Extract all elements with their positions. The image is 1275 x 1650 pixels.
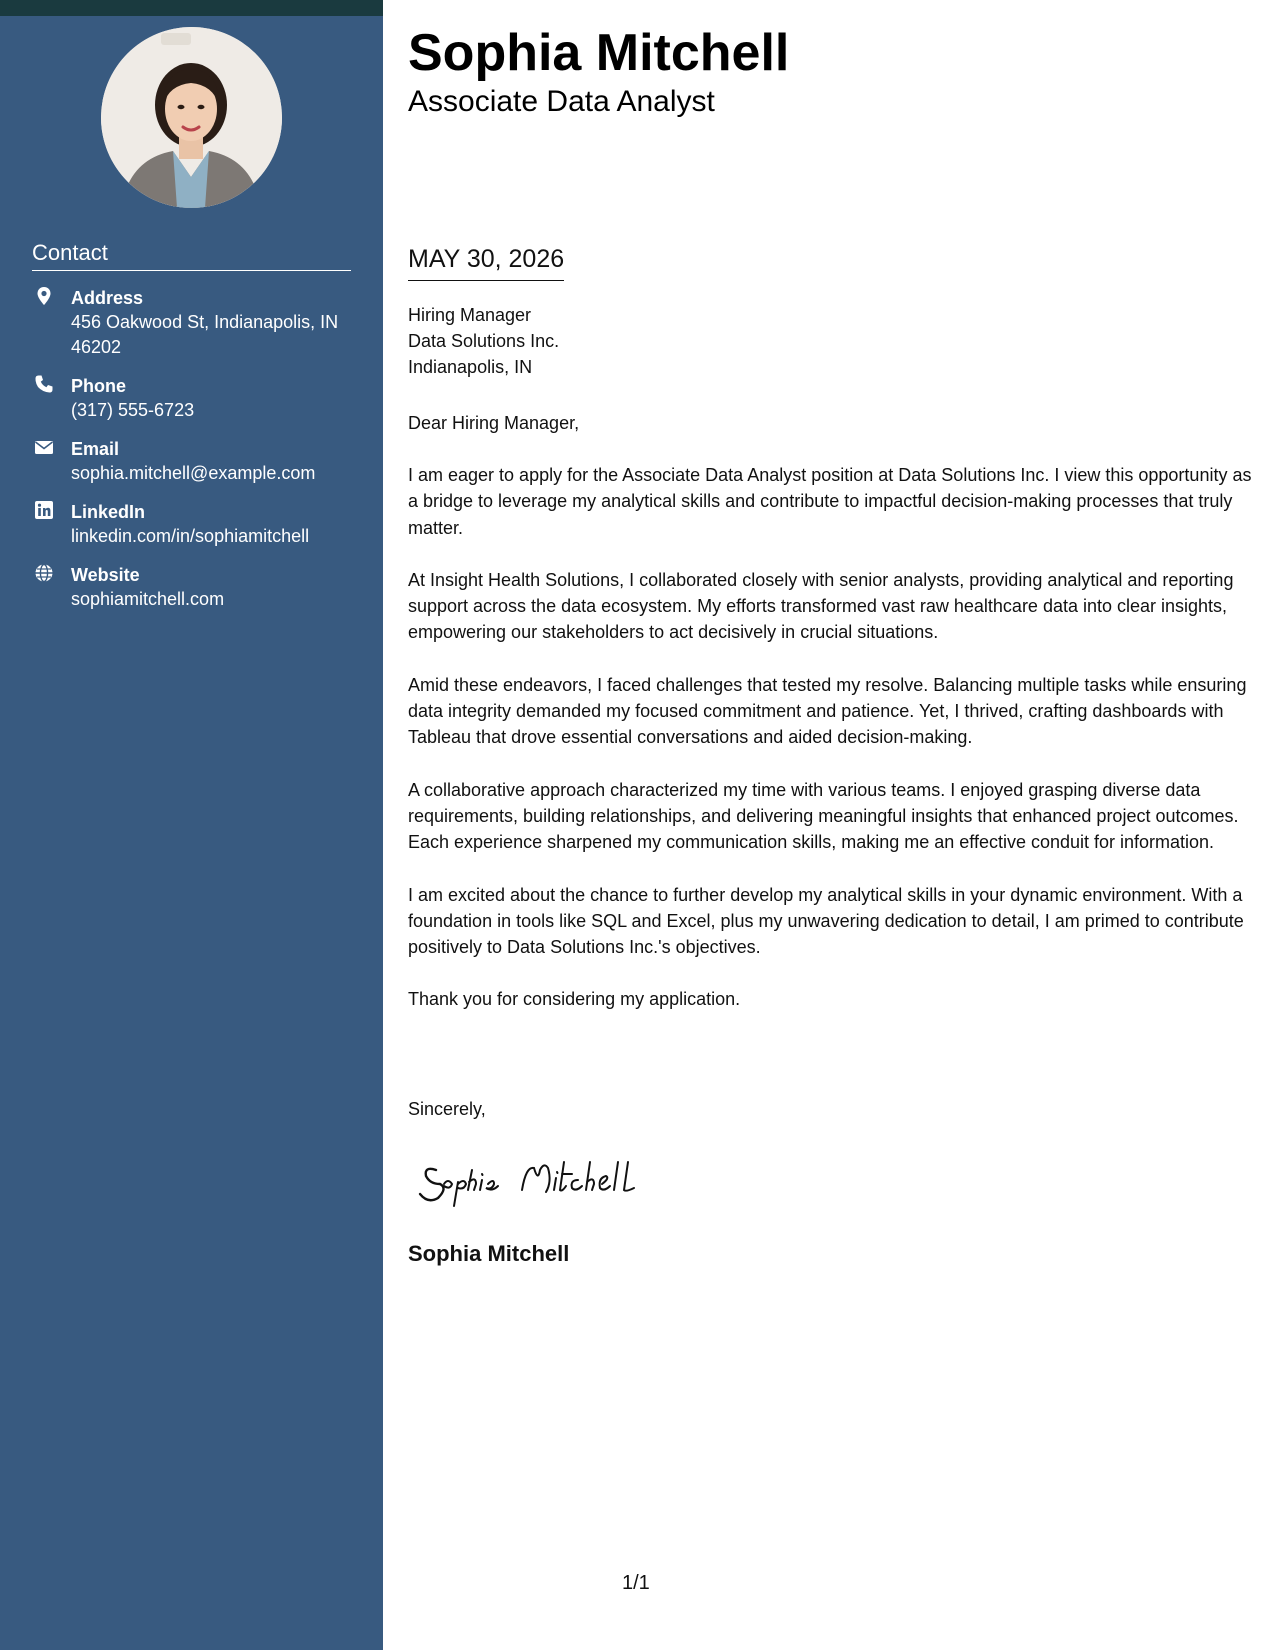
greeting: Dear Hiring Manager,: [408, 413, 580, 433]
phone-icon: [34, 374, 54, 394]
letter-date: MAY 30, 2026: [408, 244, 564, 281]
page-number: 1/1: [622, 1572, 650, 1594]
body-paragraph: Thank you for considering my application.: [408, 989, 741, 1010]
address-line-2: 46202: [71, 337, 122, 357]
handwritten-signature: [414, 1148, 666, 1208]
sidebar-top-bar: [0, 0, 383, 16]
contact-heading: Contact: [32, 240, 351, 271]
body-paragraph: At Insight Health Solutions, I collaborated closely with senior analysts, providing analytical and reporting support across the data ecosystem. My efforts transformed vast raw healthcare data into clear insights, empowering our stakeholders to act decisively in crucial situations.: [408, 569, 1234, 643]
website-label: Website: [71, 565, 140, 585]
phone-label: Phone: [71, 376, 127, 396]
body-paragraph: Amid these endeavors, I faced challenges that tested my resolve. Balancing multiple tasks while ensuring data integrity demanded my focused commitment and patience. Yet, I thrived, crafting dashboards with Tableau that drove essential conversations and aided decision-making.: [408, 674, 1247, 748]
recipient-line: Data Solutions Inc.: [408, 331, 560, 351]
recipient-line: Hiring Manager: [408, 305, 532, 325]
email-value: sophia.mitchell@example.com: [71, 463, 316, 483]
map-pin-icon: [34, 286, 54, 306]
body-paragraph: I am eager to apply for the Associate Data Analyst position at Data Solutions Inc. I view this opportunity as a bridge to leverage my analytical skills and contribute to impactful decision-making processes that truly matter.: [408, 465, 1252, 538]
address-line-1: 456 Oakwood St, Indianapolis, IN: [71, 312, 339, 332]
website-value: sophiamitchell.com: [71, 589, 225, 609]
recipient-block: [408, 302, 559, 380]
linkedin-label: LinkedIn: [71, 502, 146, 522]
address-label: Address: [71, 288, 144, 308]
body-paragraph: I am excited about the chance to further develop my analytical skills in your dynamic environment. With a foundation in tools like SQL and Excel, plus my unwavering dedication to detail, I am primed to contribute positively to Data Solutions Inc.'s objectives.: [408, 884, 1244, 958]
email-label: Email: [71, 439, 120, 459]
recipient-line: Indianapolis, IN: [408, 357, 533, 377]
body-paragraph: A collaborative approach characterized my time with various teams. I enjoyed grasping diverse data requirements, building relationships, and delivering meaningful insights that enhanced project outcomes. Each experience sharpened my communication skills, making me an effective conduit for information.: [408, 779, 1239, 853]
linkedin-value: linkedin.com/in/sophiamitchell: [71, 526, 310, 546]
applicant-name: Sophia Mitchell: [408, 24, 790, 82]
closing: Sincerely,: [408, 1099, 486, 1119]
globe-icon: [34, 563, 54, 583]
signer-name: Sophia Mitchell: [408, 1241, 570, 1266]
applicant-title: Associate Data Analyst: [408, 85, 715, 118]
linkedin-icon: [34, 500, 54, 520]
avatar: [101, 27, 282, 208]
profile-photo: [101, 27, 282, 208]
envelope-icon: [34, 437, 54, 457]
phone-value: (317) 555-6723: [71, 400, 195, 420]
sidebar: [0, 0, 383, 1650]
letter-body: [408, 462, 1253, 1039]
